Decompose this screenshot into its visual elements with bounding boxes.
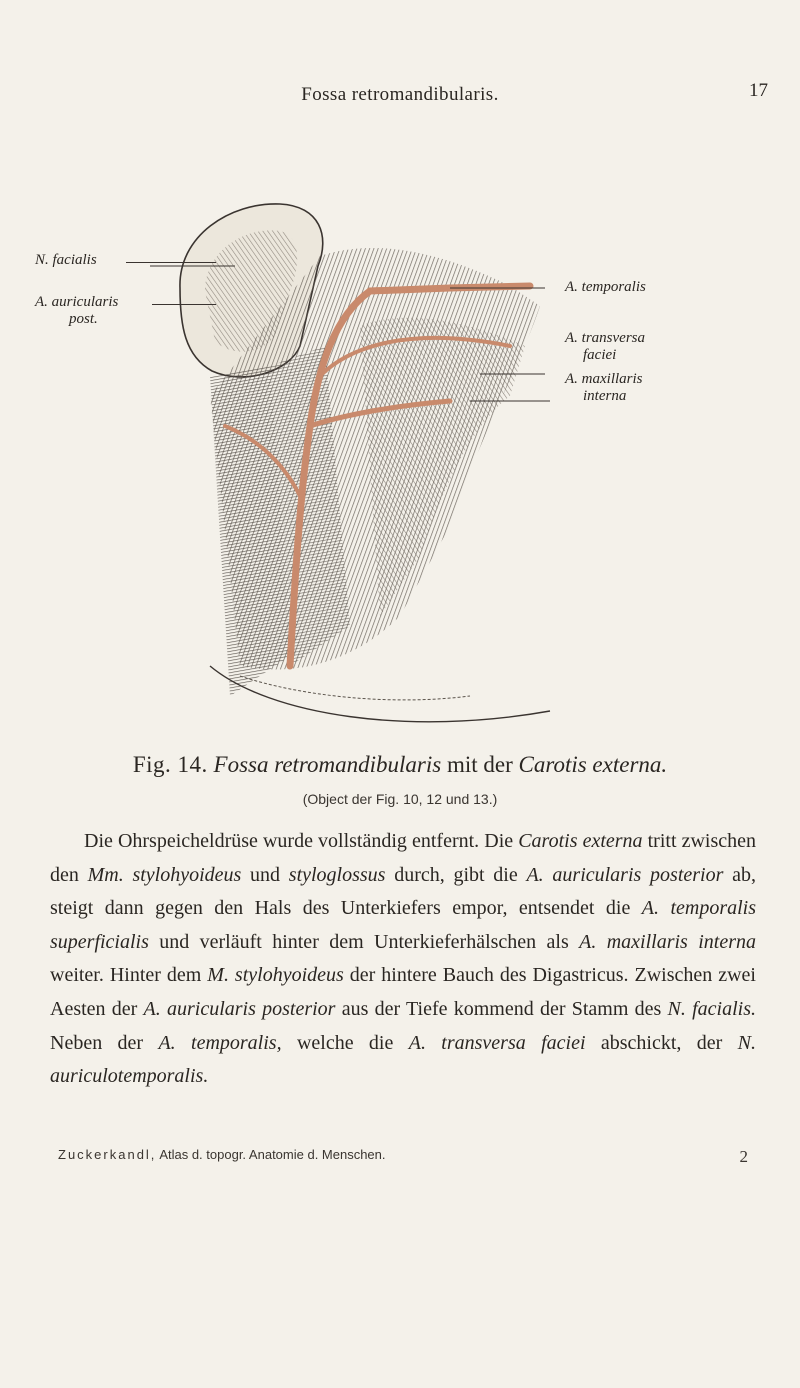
figure-subcaption: (Object der Fig. 10, 12 und 13.) xyxy=(302,791,498,807)
italic-term: A. temporalis superficialis xyxy=(50,897,756,953)
text-run: ab, steigt dann gegen den Hals des Unterkiefers empor, entsendet die xyxy=(50,863,756,920)
label-n-facialis xyxy=(35,252,97,269)
footer-author: Zuckerkandl, xyxy=(58,1147,157,1162)
text-run: welche die xyxy=(281,1031,409,1054)
text-run: der hintere Bauch des Digastricus. Zwischen zwei Aesten der xyxy=(50,964,756,1020)
text-run: durch, gibt die xyxy=(385,863,527,886)
figure-caption xyxy=(0,752,800,778)
leader-line xyxy=(126,262,216,263)
label-line: A. temporalis xyxy=(565,279,646,295)
footer xyxy=(58,1147,748,1167)
caption-term: Fossa retromandibularis xyxy=(213,752,442,777)
label-line: A. auricularis xyxy=(35,294,119,310)
italic-term: Mm. stylohyoideus xyxy=(87,863,242,886)
caption-text: mit der xyxy=(441,752,519,777)
label-line: interna xyxy=(583,388,627,404)
caption-term: Carotis externa. xyxy=(518,752,668,777)
text-run: tritt zwischen den xyxy=(50,830,756,886)
sheet-signature: 2 xyxy=(739,1147,748,1166)
text-run: Neben der xyxy=(50,1031,159,1054)
anatomy-figure xyxy=(150,196,590,746)
text-run: und verläuft hinter dem Unterkieferhälschen als xyxy=(148,930,580,953)
label-a-temporalis xyxy=(565,279,646,296)
italic-term: A. temporalis, xyxy=(158,1031,282,1054)
italic-term: M. stylohyoideus xyxy=(207,964,344,987)
text-run: Die Ohrspeicheldrüse wurde vollständig entfernt. Die xyxy=(84,830,519,852)
paragraph xyxy=(50,825,756,1094)
text-run: abschickt, der xyxy=(585,1031,738,1054)
italic-term: A. auricularis posterior xyxy=(143,997,336,1020)
body-text xyxy=(50,825,756,1094)
label-a-auricularis-post xyxy=(35,294,118,328)
text-run: und xyxy=(241,863,289,886)
text-run: aus der Tiefe kommend der Stamm des xyxy=(335,997,668,1020)
label-a-transversa-faciei xyxy=(565,330,645,364)
label-line: A. transversa xyxy=(565,330,645,346)
footer-title: Atlas d. topogr. Anatomie d. Menschen. xyxy=(156,1147,386,1162)
page-number: 17 xyxy=(749,80,768,101)
label-line: post. xyxy=(69,311,98,327)
text-run: weiter. Hinter dem xyxy=(50,964,208,987)
running-head: Fossa retromandibularis. xyxy=(301,84,499,105)
italic-term: N. auriculotemporalis. xyxy=(50,1031,757,1088)
italic-term: Carotis externa xyxy=(518,830,643,852)
label-line: A. maxillaris xyxy=(565,371,643,387)
italic-term: styloglossus xyxy=(288,863,386,886)
italic-term: N. facialis. xyxy=(667,997,756,1020)
label-line: faciei xyxy=(583,347,617,363)
italic-term: A. auricularis posterior xyxy=(526,863,724,886)
label-line: N. facialis xyxy=(35,252,97,268)
italic-term: A. transversa faciei xyxy=(408,1031,586,1054)
leader-line xyxy=(152,304,216,305)
label-a-maxillaris-interna xyxy=(565,371,643,405)
footer-citation xyxy=(58,1147,386,1167)
anatomy-illustration xyxy=(150,196,590,746)
italic-term: A. maxillaris interna xyxy=(579,930,756,953)
figure-number: Fig. 14. xyxy=(132,752,208,777)
